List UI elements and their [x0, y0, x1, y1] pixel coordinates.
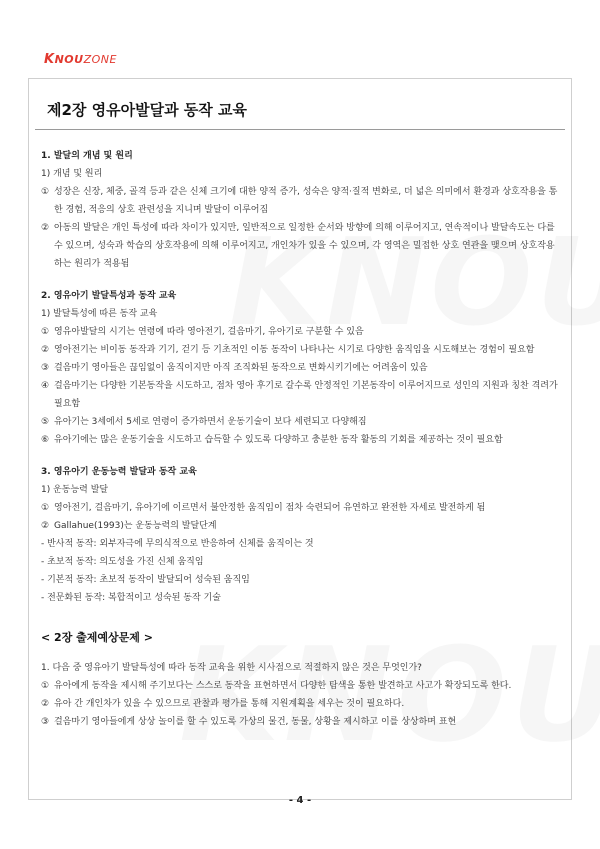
section-2 — [41, 287, 559, 449]
list-item: ① 영아전기, 걸음마기, 유아기에 이르면서 불안정한 움직임이 점차 숙련되어 유연하고 완전한 자세로 발전하게 됨 — [41, 503, 486, 513]
stage-item: - 반사적 동작: 외부자극에 무의식적으로 반응하여 신체를 움직이는 것 — [41, 539, 314, 549]
answer-option: ③ 걸음마기 영아들에게 상상 놀이를 할 수 있도록 가상의 물건, 동물, 상황을 제시하고 이를 상상하며 표현 — [41, 717, 457, 727]
section-title: 1. 발달의 개념 및 원리 — [41, 151, 133, 161]
list-item: ② Gallahue(1993)는 운동능력의 발달단계 — [41, 521, 217, 531]
list-item: ① 성장은 신장, 체중, 골격 등과 같은 신체 크기에 대한 양적 증가, 성숙은 양적·질적 변화로, 더 넓은 의미에서 환경과 상호작용을 통한 경험, 적응의 상호 관련성을 지니며 발달이 이루어짐 — [41, 187, 558, 215]
answer-option: ② 유아 간 개인차가 있을 수 있으므로 관찰과 평가를 통해 지원계획을 세우는 것이 필요하다. — [41, 699, 405, 709]
stage-item: - 초보적 동작: 의도성을 가진 신체 움직임 — [41, 557, 204, 567]
title-divider — [35, 129, 565, 130]
exam-heading: < 2장 출제예상문제 > — [41, 631, 153, 644]
answer-option: ① 유아에게 동작을 제시해 주기보다는 스스로 동작을 표현하면서 다양한 탐색을 통한 발견하고 사고가 확장되도록 한다. — [41, 681, 512, 691]
list-item: ② 아동의 발달은 개인 특성에 따라 차이가 있지만, 일반적으로 일정한 순서와 방향에 의해 이루어지고, 연속적이나 발달속도는 다를 수 있으며, 성숙과 학습의 상호작용에 의해 이루어지고, 개인차가 있을 수 있으며, 각 영역은 밀접한 상호 연관을 맺으며 상호작용하는 원리가 적용됨 — [41, 223, 555, 269]
section-title: 2. 영유아기 발달특성과 동작 교육 — [41, 291, 177, 301]
list-item: ① 영유아발달의 시기는 연령에 따라 영아전기, 걸음마기, 유아기로 구분할 수 있음 — [41, 327, 364, 337]
page-number: - 4 - — [288, 795, 312, 806]
list-item: ② 영아전기는 비이동 동작과 기기, 걷기 등 기초적인 이동 동작이 나타나는 시기로 다양한 움직임을 시도해보는 경험이 필요함 — [41, 345, 535, 355]
question-1 — [41, 659, 559, 731]
knouzone-logo: KNOUZONE — [44, 52, 117, 67]
section-title: 3. 영유아기 운동능력 발달과 동작 교육 — [41, 467, 197, 477]
list-item: ④ 걸음마기는 다양한 기본동작을 시도하고, 점차 영아 후기로 갈수록 안정적인 기본동작이 이루어지므로 성인의 지원과 칭찬 격려가 필요함 — [41, 381, 558, 409]
section-3 — [41, 463, 559, 607]
page-frame — [28, 78, 572, 800]
subheading: 1) 운동능력 발달 — [41, 485, 109, 495]
section-1 — [41, 147, 559, 273]
stage-item: - 기본적 동작: 초보적 동작이 발달되어 성숙된 움직임 — [41, 575, 250, 585]
subheading: 1) 발달특성에 따른 동작 교육 — [41, 309, 158, 319]
chapter-content — [41, 147, 559, 731]
question-text: 1. 다음 중 영유아기 발달특성에 따라 동작 교육을 위한 시사점으로 적절하지 않은 것은 무엇인가? — [41, 663, 422, 673]
list-item: ③ 걸음마기 영아들은 끊임없이 움직이지만 아직 조직화된 동작으로 변화시키기에는 어려움이 있음 — [41, 363, 428, 373]
stage-item: - 전문화된 동작: 복합적이고 성숙된 동작 기술 — [41, 593, 221, 603]
subheading: 1) 개념 및 원리 — [41, 169, 103, 179]
list-item: ⑥ 유아기에는 많은 운동기술을 시도하고 습득할 수 있도록 다양하고 충분한 동작 활동의 기회를 제공하는 것이 필요함 — [41, 435, 503, 445]
list-item: ⑤ 유아기는 3세에서 5세로 연령이 증가하면서 운동기술이 보다 세련되고 다양해짐 — [41, 417, 367, 427]
chapter-title: 제2장 영유아발달과 동작 교육 — [47, 101, 247, 119]
